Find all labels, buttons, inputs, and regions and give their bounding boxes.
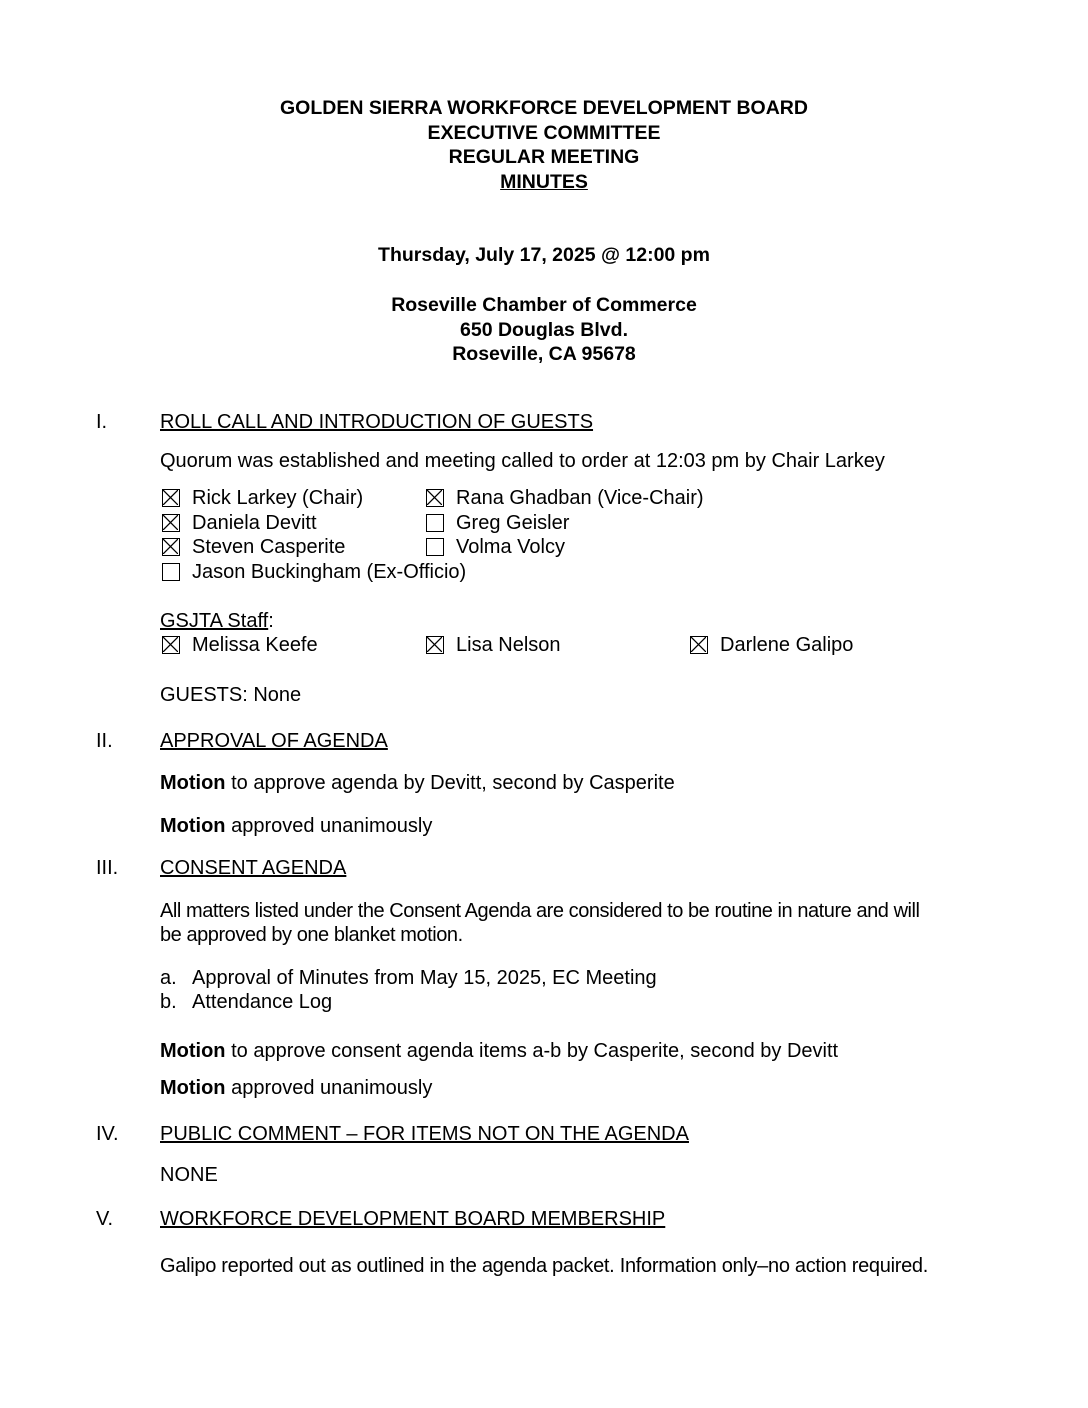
motion-text: approved unanimously (225, 815, 433, 837)
staff-name: Melissa Keefe (192, 634, 318, 656)
section-numeral: I. (96, 411, 108, 433)
staff-label (160, 609, 274, 633)
staff-label-colon: : (268, 610, 274, 632)
motion-result (160, 1076, 432, 1100)
section-numeral: II. (96, 730, 113, 752)
motion-label: Motion (160, 815, 226, 837)
list-item-letter: a. (160, 967, 177, 989)
member-name: Daniela Devitt (192, 512, 317, 534)
checkbox-unchecked-icon (426, 514, 444, 532)
list-item-letter: b. (160, 991, 177, 1013)
document-title: MINUTES (500, 170, 588, 193)
venue-address-line2: Roseville, CA 95678 (452, 343, 636, 365)
checkbox-checked-icon (426, 489, 444, 507)
staff-name: Lisa Nelson (456, 634, 561, 656)
list-item: Approval of Minutes from May 15, 2025, EC Meeting (192, 967, 657, 989)
staff-label-text: GSJTA Staff (160, 610, 269, 632)
member-name: Volma Volcy (456, 536, 565, 558)
checkbox-unchecked-icon (426, 538, 444, 556)
checkbox-unchecked-icon (162, 563, 180, 581)
meeting-type: REGULAR MEETING (448, 146, 640, 168)
member-name: Rick Larkey (Chair) (192, 487, 364, 509)
member-name: Steven Casperite (192, 536, 346, 558)
intro-line: be approved by one blanket motion. (160, 924, 463, 946)
section-heading-approval-of-agenda: APPROVAL OF AGENDA (160, 730, 388, 752)
checkbox-checked-icon (162, 489, 180, 507)
motion-statement (160, 1039, 838, 1063)
motion-label: Motion (160, 1040, 226, 1062)
checkbox-checked-icon (162, 538, 180, 556)
motion-text: approved unanimously (225, 1077, 433, 1099)
committee-name: EXECUTIVE COMMITTEE (427, 121, 661, 144)
board-membership-body: Galipo reported out as outlined in the agenda packet. Information only–no action required. (160, 1255, 928, 1277)
section-heading-roll-call: ROLL CALL AND INTRODUCTION OF GUESTS (160, 411, 594, 433)
venue-address-line1: 650 Douglas Blvd. (460, 318, 628, 341)
meeting-location (0, 293, 1088, 367)
section-heading-board-membership: WORKFORCE DEVELOPMENT BOARD MEMBERSHIP (160, 1208, 666, 1230)
section-numeral: III. (96, 857, 119, 879)
checkbox-checked-icon (162, 514, 180, 532)
meeting-datetime: Thursday, July 17, 2025 @ 12:00 pm (378, 244, 710, 266)
member-name: Jason Buckingham (Ex-Officio) (192, 561, 467, 583)
document-header (0, 96, 1088, 194)
public-comment-body: NONE (160, 1164, 218, 1186)
org-name: GOLDEN SIERRA WORKFORCE DEVELOPMENT BOARD (280, 97, 808, 119)
list-item: Attendance Log (192, 991, 333, 1013)
checkbox-checked-icon (426, 636, 444, 654)
intro-line: All matters listed under the Consent Agenda are considered to be routine in nature and will (160, 900, 920, 922)
section-numeral: V. (96, 1208, 114, 1230)
section-heading-consent-agenda: CONSENT AGENDA (160, 857, 347, 879)
staff-name: Darlene Galipo (720, 634, 854, 656)
checkbox-checked-icon (690, 636, 708, 654)
motion-result (160, 814, 432, 838)
member-name: Greg Geisler (456, 512, 570, 534)
consent-agenda-intro (160, 899, 990, 947)
checkbox-checked-icon (162, 636, 180, 654)
motion-statement (160, 771, 675, 795)
motion-text: to approve agenda by Devitt, second by Casperite (225, 772, 675, 794)
motion-text: to approve consent agenda items a-b by Casperite, second by Devitt (225, 1040, 839, 1062)
motion-label: Motion (160, 772, 226, 794)
venue-name: Roseville Chamber of Commerce (391, 294, 697, 316)
section-numeral: IV. (96, 1123, 119, 1145)
quorum-statement: Quorum was established and meeting called to order at 12:03 pm by Chair Larkey (160, 450, 885, 472)
member-name: Rana Ghadban (Vice-Chair) (456, 487, 704, 509)
motion-label: Motion (160, 1077, 226, 1099)
guests-statement: GUESTS: None (160, 684, 302, 706)
section-heading-public-comment: PUBLIC COMMENT – FOR ITEMS NOT ON THE AGENDA (160, 1123, 689, 1145)
